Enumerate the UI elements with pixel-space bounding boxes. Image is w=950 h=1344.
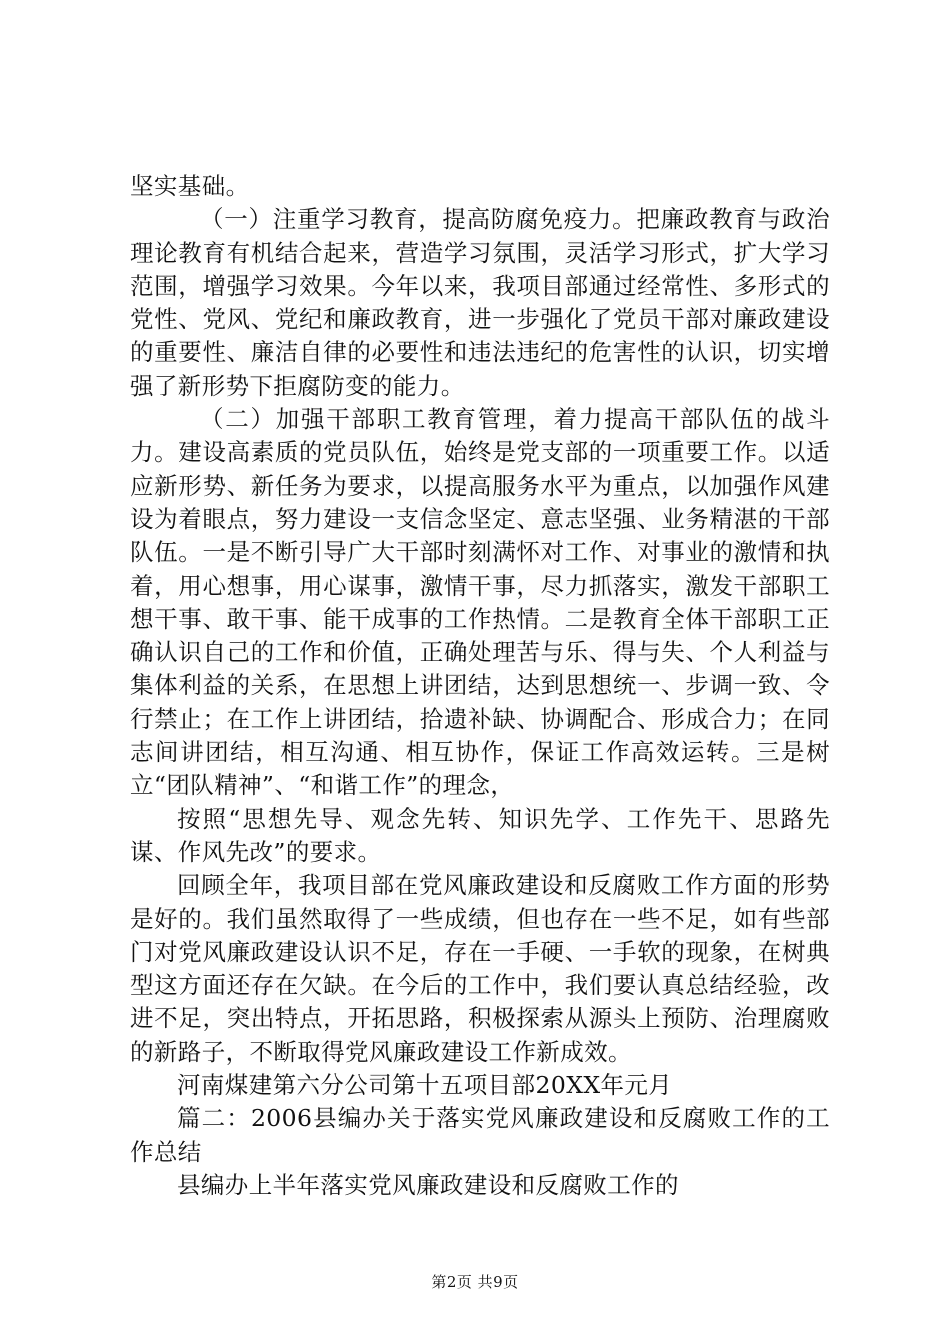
paragraph-chapter-start: 县编办上半年落实党风廉政建设和反腐败工作的 [177, 1170, 679, 1199]
paragraph-requirements: 按照“思想先导、观念先转、知识先学、工作先干、思路先谋、作风先改”的要求。 [130, 804, 830, 866]
paragraph-chapter-heading: 篇二：2006县编办关于落实党风廉政建设和反腐败工作的工作总结 [130, 1104, 830, 1166]
paragraph-signature: 河南煤建第六分公司第十五项目部20XX年元月 [177, 1071, 673, 1100]
paragraph-continuation: 坚实基础。 [130, 172, 250, 200]
paragraph-review: 回顾全年，我项目部在党风廉政建设和反腐败工作方面的形势是好的。我们虽然取得了一些成绩，但也存在一些不足，如有些部门对党风廉政建设认识不足，存在一手硬、一手软的现象，在树典型这方面还存在欠缺。在今后的工作中，我们要认真总结经验，改进不足，突出特点，开拓思路，积极探索从源头上预防、治理腐败的新路子，不断取得党风廉政建设工作新成效。 [130, 871, 830, 1066]
paragraph-section-two: （二）加强干部职工教育管理，着力提高干部队伍的战斗力。建设高素质的党员队伍，始终是党支部的一项重要工作。以适应新形势、新任务为要求，以提高服务水平为重点，以加强作风建设为着眼点，努力建设一支信念坚定、意志坚强、业务精湛的干部队伍。一是不断引导广大干部时刻满怀对工作、对事业的激情和执着，用心想事，用心谋事，激情干事，尽力抓落实，激发干部职工想干事、敢干事、能干成事的工作热情。二是教育全体干部职工正确认识自己的工作和价值，正确处理苦与乐、得与失、个人利益与集体利益的关系，在思想上讲团结，达到思想统一、步调一致、令行禁止；在工作上讲团结，拾遗补缺、协调配合、形成合力；在同志间讲团结，相互沟通、相互协作，保证工作高效运转。三是树立“团队精神”、“和谐工作”的理念， [130, 405, 830, 800]
page-footer [0, 1272, 950, 1292]
page-number: 第2页 共9页 [431, 1273, 519, 1291]
document-body [130, 170, 830, 1202]
paragraph-section-one: （一）注重学习教育，提高防腐免疫力。把廉政教育与政治理论教育有机结合起来，营造学习氛围，灵活学习形式，扩大学习范围，增强学习效果。今年以来，我项目部通过经常性、多形式的党性、党风、党纪和廉政教育，进一步强化了党员干部对廉政建设的重要性、廉洁自律的必要性和违法违纪的危害性的认识，切实增强了新形势下拒腐防变的能力。 [130, 205, 830, 400]
